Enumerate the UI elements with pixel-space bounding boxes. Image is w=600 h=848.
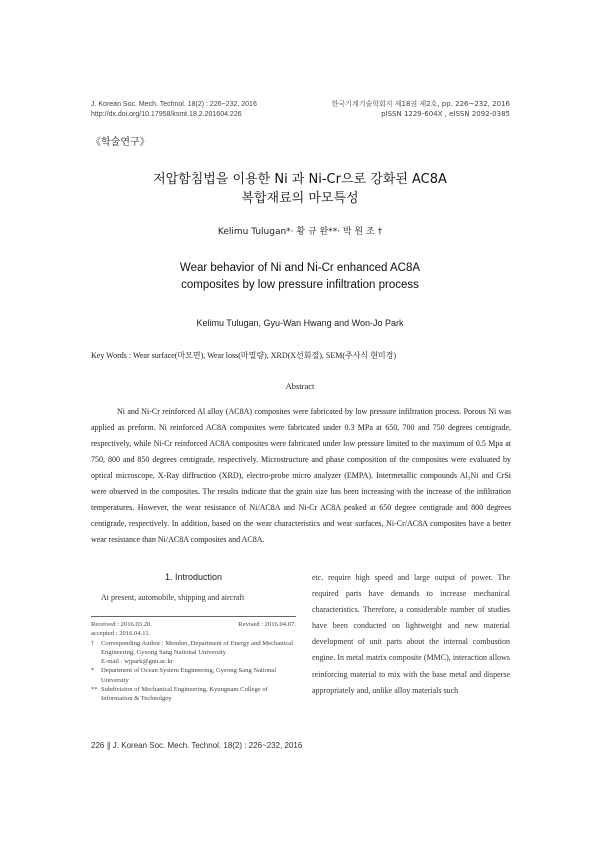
authors-english: Kelimu Tulugan, Gyu-Wan Hwang and Won-Jo Park bbox=[196, 318, 404, 328]
authors-korean: Kelimu Tulugan*· 황 규 완**· 박 원 조 † bbox=[217, 227, 383, 237]
dagger-mark: † bbox=[91, 639, 95, 647]
revised-date: Revised : 2016.04.07. bbox=[238, 621, 296, 628]
asterisk-mark: * bbox=[91, 667, 95, 675]
received-revised-row bbox=[91, 620, 296, 629]
journal-header-right bbox=[332, 100, 510, 119]
title-korean bbox=[0, 170, 600, 208]
issn-line: pISSN 1229-604X , eISSN 2092-0385 bbox=[381, 109, 510, 118]
affiliation-note-2 bbox=[91, 685, 296, 704]
title-english bbox=[0, 260, 600, 294]
title-korean-line2: 복합재료의 마모특성 bbox=[241, 191, 359, 206]
title-korean-line1: 저압함침법을 이용한 Ni 과 Ni-Cr으로 강화된 AC8A bbox=[153, 172, 447, 187]
author-email[interactable]: E-mail : wjpark@gnu.ac.kr bbox=[101, 658, 173, 666]
right-column-text: etc. require high speed and large output of power. The required parts have demands to increase mechanical characteristics. Therefore, a considerable number of studies have been conducted on lightweight and new material development of unit parts about the internal combustion engine. In metal matrix composite (MMC), interaction allows reinforcing material to mix with the base metal and disperse appropriately and, unlike alloy materials such bbox=[312, 573, 510, 695]
accepted-date: accepted : 2016.04.11. bbox=[91, 630, 151, 638]
journal-citation: J. Korean Soc. Mech. Technol. 18(2) : 226~232, 2016 bbox=[91, 101, 257, 108]
email-note bbox=[91, 657, 296, 666]
doi-link[interactable]: http://dx.doi.org/10.17958/ksmt.18.2.201604.226 bbox=[91, 110, 242, 118]
abstract-heading: Abstract bbox=[285, 381, 315, 391]
corresponding-author-text: Corresponding Author : Member, Department of Energy and Mechanical Engineering, Gyeong Sang National University bbox=[101, 639, 294, 656]
left-column bbox=[91, 570, 296, 606]
affiliation-text-1: Department of Ocean System Engineering, Gyeong Sang National University bbox=[101, 667, 277, 684]
section-tag: 《학술연구》 bbox=[91, 137, 150, 148]
journal-header-left bbox=[91, 100, 257, 119]
intro-paragraph: At present, automobile, shipping and aircraft bbox=[101, 593, 245, 602]
page-footer: 226 ∥ J. Korean Soc. Mech. Technol. 18(2) : 226~232, 2016 bbox=[91, 741, 303, 750]
intro-heading: 1. Introduction bbox=[164, 572, 223, 582]
affiliation-note-1 bbox=[91, 666, 296, 685]
affiliation-text-2: Subdivision of Mechanical Engineering, Kyungnam College of Information & Technolgoy bbox=[101, 686, 268, 703]
corresponding-author-note bbox=[91, 639, 296, 658]
keywords: Key Words : Wear surface(마모면), Wear loss(마멸량), XRD(X선회절), SEM(주사식 현미경) bbox=[91, 351, 397, 360]
received-date: Received : 2016.03.20. bbox=[91, 621, 152, 628]
double-asterisk-mark: ** bbox=[91, 686, 98, 694]
footnotes bbox=[91, 616, 296, 704]
title-english-line1: Wear behavior of Ni and Ni-Cr enhanced AC8A bbox=[179, 262, 421, 274]
abstract-body: Ni and Ni-Cr reinforced Al alloy (AC8A) composites were fabricated by low pressure infiltration process. Porous Ni was applied as preform. Ni reinforced AC8A composites were fabricated under 0.3 MPa at 650, 700 and 750 degrees centigrade, respectively, while Ni-Cr reinforced AC8A composites were fabricated under low pressure limited to the maximum of 0.5 Mpa at 750, 800 and 850 degrees centigrade, respectively. Microstructure and phase composition of the composites were evaluated by optical microscope, X-Ray diffraction (XRD), electro-probe micro analyzer (EMPA). Intermetallic compounds Al₃Ni and CrSi were observed in the composites. The results indicate that the grain size has been increasing with the increase of the infiltration temperatures. However, the wear resistance of Ni/AC8A and Ni-Cr AC8A peaked at 650 degree centigrade and 800 degrees centigrade, respectively. In addition, based on the wear characteristics and wear surfaces, Ni-Cr/AC8A composites have a better wear resistance than Ni/AC8A composites and AC8A. bbox=[91, 407, 511, 544]
journal-citation-korean: 한국기계기술학회지 제18권 제2호, pp. 226~232, 2016 bbox=[331, 100, 510, 108]
title-english-line2: composites by low pressure infiltration process bbox=[181, 279, 419, 291]
